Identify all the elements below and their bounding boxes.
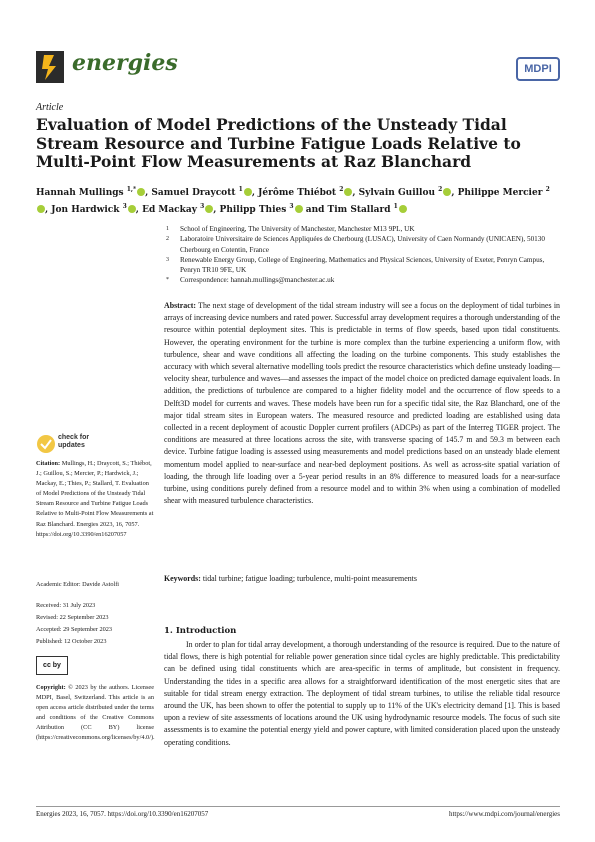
check-updates-icon[interactable] [36, 433, 56, 455]
orcid-icon[interactable] [137, 188, 145, 196]
citation [36, 459, 154, 540]
abstract-text: The next stage of development of the tidal stream industry will see a focus on the deployment of tidal turbines in arrays of increasing device numbers and rated power. Successful array development requires a thorough understanding of the resource within potential deployment sites. This is predictable in terms of flow speeds, based upon tidal constituents. However, the operating environment for the turbine is more complex than the turbine experiencing a uniform flow, with turbulence, shear and wave conditions all affecting the loading on the turbine components. This study establishes the accuracy with which several alternative modelling tools predict the resource characteristics which define unsteady loading—velocity shear, turbulence and waves—and assesses the impact of the model choice on predicted damage equivalent loads. In addition, the predictions of turbulence are compared to a higher fidelity model and the occurrence of flow speeds to a Delft3D model for currents and waves. These models have been run for a specific tidal site, the Raz Blanchard, one of the major tidal stream sites in European waters. The measured resource and predicted loading are established using data collected in a recent deployment of acoustic Doppler current profilers (ADCPs) as part of the Interreg TIGER project. The conditions are measured at three locations across the site, with transverse spacing of 145.7 m and 59.3 m between each device. Turbine fatigue loading is assessed using measurements and model predictions based on an unsteady blade element momentum model applied to near-surface and near-bed deployment positions. As well as across-site spatial variation of loading, the through life loading over a 5-year period results in an 8% difference to measured loads for a near-surface turbine, using conditions purely defined from a resource model and to within 3% when using a combination of modelled shear with measured turbulence characteristics. [164, 301, 560, 506]
orcid-icon[interactable] [443, 188, 451, 196]
section-heading: 1. Introduction [164, 626, 237, 636]
author-affiliation-sup: 3 [200, 203, 205, 210]
author-affiliation-sup: 2 [438, 186, 443, 193]
author-name: Philipp Thies $^3$ [220, 205, 303, 215]
citation-label: Citation: [36, 460, 61, 467]
affiliation-number: 1 [166, 226, 169, 232]
orcid-icon[interactable] [205, 205, 213, 213]
author-affiliation-sup: 3 [122, 203, 127, 210]
orcid-icon[interactable] [128, 205, 136, 213]
affiliation-number: 3 [166, 256, 169, 263]
section-text: In order to plan for tidal array development, a thorough understanding of the resource is required. Due to the nature of tidal flows, there is high potential for reliable power generation since tidal cycles are highly predictable. This predictability can be defined using tidal constituents which are area-specific in terms of amplitude, but consistent in frequency. Understanding the tides in a specific area allows for a straightforward identification of the most energetic sites that are suitable for tidal stream energy extraction. The deployment of tidal stream turbines, to utilise the reliable tidal resource around the UK, has been shown to offer the potential to supply up to 11% of the UK's electricity demand [1]. This is based upon a review of site assessments of locations around the UK using hydrodynamic resource models. The focus of such site assessments is to examine the potential energy yield and power capture, with limited consideration placed upon the unsteady operating conditions. [164, 640, 560, 747]
journal-logo-icon [36, 51, 64, 83]
keywords-text: tidal turbine; fatigue loading; turbulence, multi-point measurements [202, 574, 417, 583]
affiliation-item [166, 224, 560, 234]
paper-title: Evaluation of Model Predictions of the Unsteady Tidal Stream Resource and Turbine Fatigue Loads Relative to Multi-Point Flow Measurements at Raz Blanchard [36, 115, 521, 171]
author-list: Hannah Mullings $^{1,*}$ , Samuel Draycott $^1$ , Jérôme Thiébot $^2$ , Sylvain Guillou $^2$ , Philippe Mercier $^2$, Jon Hardwick $^3$ , Ed Mackay $^3$ , Philipp Thies $^3$ and Tim Stallard $^1$ [36, 186, 550, 215]
published-date: Published: 12 October 2023 [36, 638, 107, 645]
footer-url[interactable]: https://www.mdpi.com/journal/energies [448, 810, 560, 818]
affiliation-text: Renewable Energy Group, College of Engineering, Mathematics and Physical Sciences, University of Exeter, Penryn Campus, Penryn TR10 9FE, UK [180, 255, 545, 275]
affiliation-number: * [166, 277, 169, 284]
copyright [36, 683, 154, 744]
citation-text: Mullings, H.; Draycott, S.; Thiébot, J.; Guillou, S.; Mercier, P.; Hardwick, J.; Mackay, E.; Thies, P.; Stallard, T. Evaluation of Model Predictions of the Unsteady Tidal Stream Resource and Turbine Fatigue Loads Relative to Multi-Point Flow Measurements at Raz Blanchard. Energies 2023, 16, 7057. https://doi.org/10.3390/en16207057 [36, 460, 154, 538]
author-name: Sylvain Guillou $^2$ [359, 188, 452, 198]
author-affiliation-sup: 1,* [126, 186, 137, 193]
article-type: Article [36, 102, 64, 113]
accepted-date: Accepted: 29 September 2023 [36, 626, 113, 633]
abstract [164, 300, 560, 507]
affiliations [166, 224, 560, 286]
orcid-icon[interactable] [344, 188, 352, 196]
keywords-label: Keywords: [164, 574, 201, 583]
publisher-logo: MDPI [516, 57, 560, 81]
author-affiliation-sup: 1 [393, 203, 398, 210]
affiliation-item [166, 275, 560, 285]
author-name: Jérôme Thiébot $^2$ [258, 188, 352, 198]
orcid-icon[interactable] [37, 205, 45, 213]
author-name: Jon Hardwick $^3$ [51, 205, 136, 215]
author-name: Tim Stallard $^1$ [328, 205, 407, 215]
orcid-icon[interactable] [295, 205, 303, 213]
author-affiliation-sup: 3 [289, 203, 294, 210]
check-updates-label[interactable]: check for updates [58, 434, 90, 449]
revised-date: Revised: 22 September 2023 [36, 614, 109, 621]
received-date: Received: 31 July 2023 [36, 602, 96, 609]
orcid-icon[interactable] [399, 205, 407, 213]
copyright-text: © 2023 by the authors. Licensee MDPI, Basel, Switzerland. This article is an open access article distributed under the terms and conditions of the Creative Commons Attribution (CC BY) license (https://creativecommons.org/licenses/by/4.0/). [36, 684, 155, 742]
abstract-label: Abstract: [164, 301, 196, 310]
footer-divider [36, 806, 560, 807]
copyright-label: Copyright: [36, 684, 66, 691]
orcid-icon[interactable] [244, 188, 252, 196]
academic-editor: Academic Editor: Davide Astolfi [36, 581, 120, 588]
affiliation-item [166, 255, 560, 276]
journal-name: energies [72, 50, 178, 76]
affiliation-text: School of Engineering, The University of Manchester, Manchester M13 9PL, UK [180, 225, 415, 233]
keywords [164, 573, 560, 585]
affiliation-item [166, 234, 560, 255]
author-name: Hannah Mullings $^{1,*}$ [36, 188, 145, 198]
author-name: Samuel Draycott $^1$ [151, 188, 251, 198]
cc-license-icon[interactable]: cc by [36, 656, 68, 675]
affiliation-text: Laboratoire Universitaire de Sciences Appliquées de Cherbourg (LUSAC), University of Caen Normandy (UNICAEN), 50130 Cherbourg en Cotentin, France [180, 235, 545, 254]
author-name: Philippe Mercier $^2$ [36, 188, 550, 215]
author-affiliation-sup: 2 [339, 186, 344, 193]
footer-citation: Energies 2023, 16, 7057. https://doi.org/10.3390/en16207057 [36, 810, 209, 818]
author-affiliation-sup: 1 [238, 186, 243, 193]
affiliation-number: 2 [166, 236, 169, 243]
footer [36, 810, 560, 818]
author-affiliation-sup: 2 [545, 186, 550, 193]
author-name: Ed Mackay $^3$ [142, 205, 213, 215]
affiliation-text: Correspondence: hannah.mullings@manchester.ac.uk [180, 276, 335, 285]
